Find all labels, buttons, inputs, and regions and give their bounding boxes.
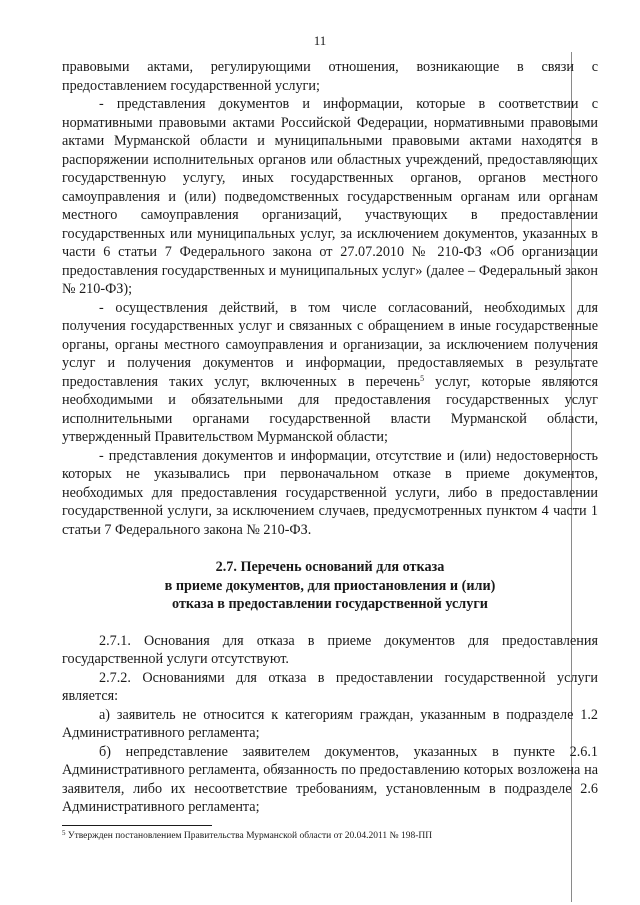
page-number: 11 [313, 33, 327, 48]
footnote-text: Утвержден постановлением Правительства Мурманской области от 20.04.2011 № 198-ПП [65, 831, 433, 841]
footnote-separator [62, 825, 212, 826]
section-heading-line-1: 2.7. Перечень оснований для отказа [215, 559, 445, 575]
paragraph-unreported-documents: - представления документов и информации, отсутствие и (или) недостоверность которых не указывались при первоначальном отказе в приеме документов, необходимых для предоставления государственной услуги, либо в предоставлении государственной услуги, за исключением случаев, предусмотренных пунктом 4 части 1 статьи 7 Федерального закона № 210-ФЗ. [62, 447, 598, 538]
footnote [62, 830, 582, 842]
paragraph-documents-info: - представления документов и информации, которые в соответствии с нормативными правовыми актами Российской Федерации, нормативными правовыми актами Мурманской области и муниципальными правовыми актами находятся в распоряжении исполнительных органов или областных учреждений, предоставляющих государственную услугу, иных государственных органов, органов местного самоуправления и (или) подведомственных государственным органам или органам местного самоуправления организаций, участвующих в предоставлении государственных или муниципальных услуг, за исключением документов, указанных в части 6 статьи 7 Федерального закона от 27.07.2010 № 210-ФЗ «Об организации предоставления государственных и муниципальных услуг» (далее – Федеральный закон № 210-ФЗ); [62, 96, 598, 297]
paragraph-item-a: а) заявитель не относится к категориям граждан, указанным в подразделе 1.2 Административного регламента; [62, 706, 598, 741]
footnote-reference: 5 [420, 373, 425, 383]
paragraph-actions-approvals [62, 299, 598, 447]
paragraph-actions-text-before: - осуществления действий, в том числе согласований, необходимых для получения государственных услуг и связанных с обращением в иные государственные органы, органы местного самоуправления и организации, за исключением получения услуг и получения документов и информации, предоставляемых в результате предоставления таких услуг, включенных в перечень [62, 299, 598, 390]
paragraph-actions-text-after: услуг, которые являются необходимыми и обязательными для предоставления государственных услуг исполнительными органами государственной власти Мурманской области, утвержденный Правительством Мурманской области; [62, 373, 598, 445]
section-heading-line-3: отказа в предоставлении государственной услуги [172, 596, 488, 612]
section-heading [62, 558, 598, 614]
paragraph-2-7-1: 2.7.1. Основания для отказа в приеме документов для предоставления государственной услуги отсутствуют. [62, 632, 598, 667]
section-heading-line-2: в приеме документов, для приостановления и (или) [164, 577, 496, 594]
paragraph-continuation: правовыми актами, регулирующими отношения, возникающие в связи с предоставлением государственной услуги; [62, 59, 598, 94]
document-body [62, 58, 598, 817]
paragraph-item-b: б) непредставление заявителем документов, указанных в пункте 2.6.1 Административного регламента, обязанность по предоставлению которых возложена на заявителя, либо их несоответствие требованиям, установленным в подразделе 2.6 Административного регламента; [62, 743, 598, 815]
paragraph-2-7-2: 2.7.2. Основаниями для отказа в предоставлении государственной услуги является: [62, 669, 598, 704]
footnote-mark: 5 [62, 829, 66, 837]
